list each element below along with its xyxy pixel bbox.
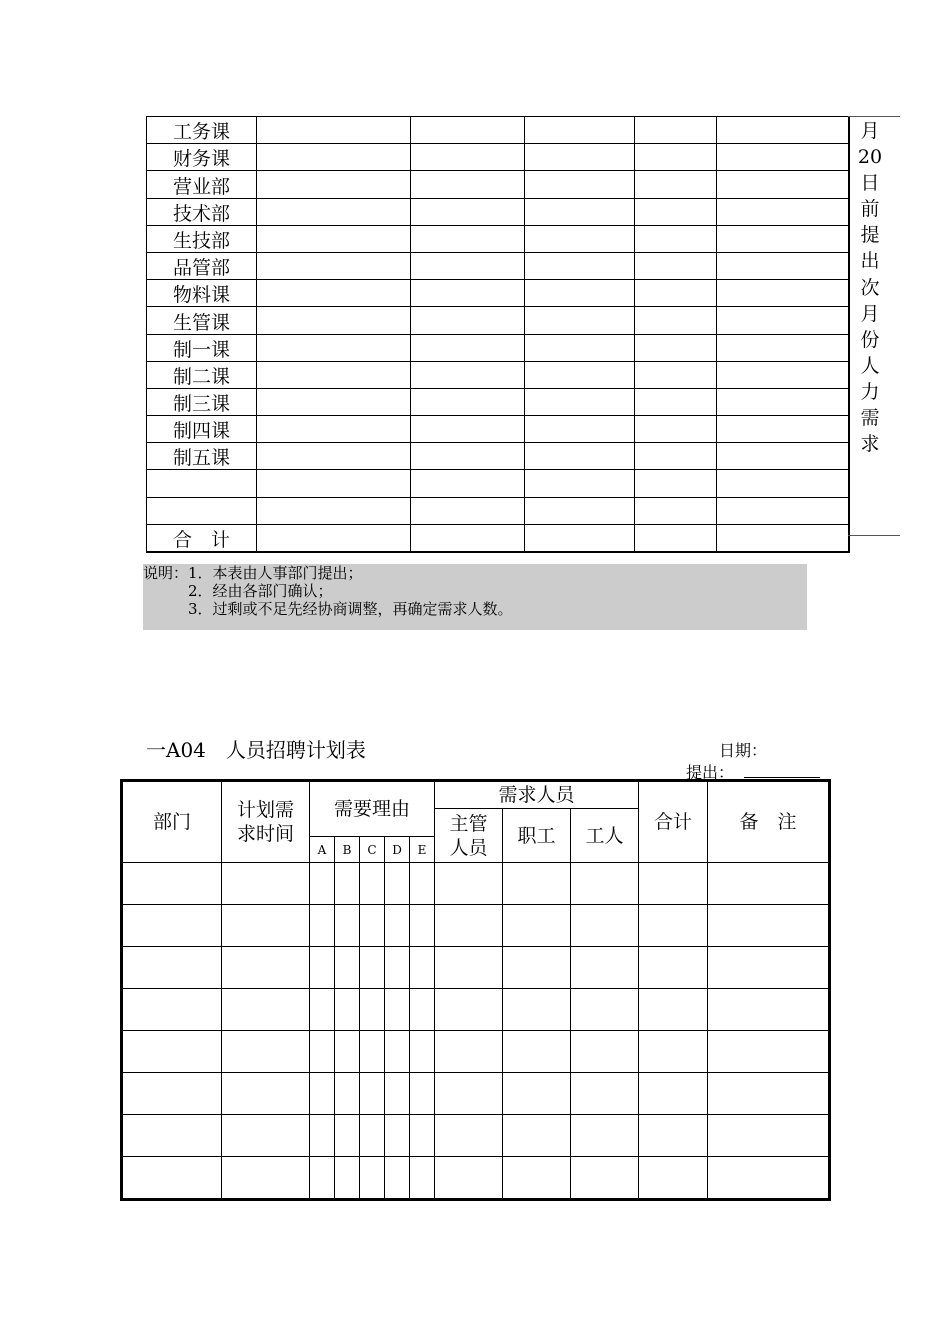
department-name: 品管部 xyxy=(147,252,257,279)
department-row xyxy=(147,361,849,388)
demand-cell[interactable] xyxy=(635,171,717,198)
plan-cell[interactable] xyxy=(503,1073,571,1115)
demand-cell[interactable] xyxy=(525,443,635,470)
demand-cell[interactable] xyxy=(525,171,635,198)
recruitment-plan-table xyxy=(120,779,831,1201)
plan-cell[interactable] xyxy=(360,1157,385,1200)
plan-cell[interactable] xyxy=(435,947,503,989)
demand-cell[interactable] xyxy=(257,443,411,470)
note-line: 说明：1．本表由人事部门提出； xyxy=(143,564,363,582)
plan-cell[interactable] xyxy=(571,863,639,905)
demand-cell[interactable] xyxy=(635,225,717,252)
side-bottom-line xyxy=(848,535,900,536)
department-row xyxy=(147,280,849,307)
plan-cell[interactable] xyxy=(639,905,708,947)
plan-cell[interactable] xyxy=(335,863,360,905)
demand-cell[interactable] xyxy=(411,280,525,307)
department-row xyxy=(147,443,849,470)
demand-cell[interactable] xyxy=(717,443,849,470)
demand-cell[interactable] xyxy=(411,252,525,279)
demand-cell[interactable] xyxy=(257,171,411,198)
demand-cell[interactable] xyxy=(717,470,849,497)
department-row xyxy=(147,225,849,252)
note-line: 2．经由各部门确认； xyxy=(143,582,333,600)
plan-cell[interactable] xyxy=(503,1031,571,1073)
department-row xyxy=(147,334,849,361)
plan-cell[interactable] xyxy=(122,1115,222,1157)
plan-cell[interactable] xyxy=(410,1157,435,1200)
demand-cell[interactable] xyxy=(717,416,849,443)
demand-cell[interactable] xyxy=(257,470,411,497)
plan-cell[interactable] xyxy=(435,1031,503,1073)
demand-cell[interactable] xyxy=(717,361,849,388)
plan-cell[interactable] xyxy=(385,1157,410,1200)
department-name: 工务课 xyxy=(147,117,257,144)
plan-cell[interactable] xyxy=(222,947,310,989)
plan-cell[interactable] xyxy=(122,905,222,947)
demand-cell[interactable] xyxy=(411,171,525,198)
demand-cell[interactable] xyxy=(411,497,525,524)
plan-cell[interactable] xyxy=(639,1073,708,1115)
plan-cell[interactable] xyxy=(335,1115,360,1157)
demand-cell[interactable] xyxy=(717,280,849,307)
plan-cell[interactable] xyxy=(708,1157,830,1200)
header-demand-staff: 需求人员 xyxy=(435,781,639,809)
department-name: 制一课 xyxy=(147,334,257,361)
header-worker: 工人 xyxy=(571,809,639,863)
plan-cell[interactable] xyxy=(708,863,830,905)
plan-cell[interactable] xyxy=(503,863,571,905)
plan-cell[interactable] xyxy=(435,863,503,905)
department-name: 营业部 xyxy=(147,171,257,198)
plan-cell[interactable] xyxy=(385,989,410,1031)
plan-cell[interactable] xyxy=(435,1073,503,1115)
department-name: 财务课 xyxy=(147,144,257,171)
department-row xyxy=(147,198,849,225)
plan-row xyxy=(122,905,830,947)
plan-cell[interactable] xyxy=(571,1157,639,1200)
demand-cell[interactable] xyxy=(717,334,849,361)
proposer-input-line[interactable] xyxy=(744,777,820,778)
plan-cell[interactable] xyxy=(385,1031,410,1073)
department-name: 技术部 xyxy=(147,198,257,225)
reason-code-b: B xyxy=(335,837,360,863)
plan-cell[interactable] xyxy=(410,1115,435,1157)
plan-cell[interactable] xyxy=(310,1073,335,1115)
total-label: 合 计 xyxy=(147,524,257,552)
plan-cell[interactable] xyxy=(222,1073,310,1115)
header-total: 合计 xyxy=(639,781,708,863)
plan-cell[interactable] xyxy=(335,1157,360,1200)
demand-cell[interactable] xyxy=(525,361,635,388)
plan-cell[interactable] xyxy=(335,1073,360,1115)
plan-cell[interactable] xyxy=(385,863,410,905)
demand-cell[interactable] xyxy=(257,252,411,279)
demand-cell[interactable] xyxy=(411,334,525,361)
plan-cell[interactable] xyxy=(435,1115,503,1157)
plan-cell[interactable] xyxy=(360,905,385,947)
demand-cell[interactable] xyxy=(257,416,411,443)
plan-cell[interactable] xyxy=(435,989,503,1031)
demand-cell[interactable] xyxy=(525,225,635,252)
plan-cell[interactable] xyxy=(410,863,435,905)
demand-cell[interactable] xyxy=(411,388,525,415)
plan-cell[interactable] xyxy=(708,947,830,989)
reason-code-e: E xyxy=(410,837,435,863)
demand-cell[interactable] xyxy=(257,524,411,552)
demand-cell[interactable] xyxy=(257,144,411,171)
plan-cell[interactable] xyxy=(503,905,571,947)
plan-cell[interactable] xyxy=(310,989,335,1031)
demand-cell[interactable] xyxy=(717,225,849,252)
department-name xyxy=(147,497,257,524)
plan-cell[interactable] xyxy=(335,1031,360,1073)
plan-cell[interactable] xyxy=(639,863,708,905)
plan-cell[interactable] xyxy=(360,863,385,905)
demand-cell[interactable] xyxy=(635,443,717,470)
side-top-line xyxy=(848,116,900,117)
header-department: 部门 xyxy=(122,781,222,863)
demand-cell[interactable] xyxy=(635,198,717,225)
demand-cell[interactable] xyxy=(635,307,717,334)
form-title: 一A04 人员招聘计划表 xyxy=(146,738,366,762)
demand-cell[interactable] xyxy=(257,307,411,334)
demand-cell[interactable] xyxy=(635,280,717,307)
header-reason: 需要理由 xyxy=(310,781,435,837)
demand-cell[interactable] xyxy=(717,388,849,415)
plan-cell[interactable] xyxy=(503,989,571,1031)
plan-cell[interactable] xyxy=(310,1115,335,1157)
plan-cell[interactable] xyxy=(410,947,435,989)
department-name: 生技部 xyxy=(147,225,257,252)
date-label: 日期： xyxy=(719,741,768,760)
reason-code-d: D xyxy=(385,837,410,863)
demand-cell[interactable] xyxy=(717,307,849,334)
demand-cell[interactable] xyxy=(717,252,849,279)
demand-cell[interactable] xyxy=(525,470,635,497)
demand-cell[interactable] xyxy=(525,416,635,443)
plan-cell[interactable] xyxy=(385,905,410,947)
plan-row xyxy=(122,989,830,1031)
plan-row xyxy=(122,1157,830,1200)
demand-cell[interactable] xyxy=(635,361,717,388)
plan-row xyxy=(122,1115,830,1157)
demand-cell[interactable] xyxy=(717,524,849,552)
demand-cell[interactable] xyxy=(525,252,635,279)
plan-cell[interactable] xyxy=(435,905,503,947)
demand-cell[interactable] xyxy=(411,524,525,552)
plan-cell[interactable] xyxy=(385,1115,410,1157)
department-row xyxy=(147,416,849,443)
instructions-note xyxy=(143,564,807,630)
demand-cell[interactable] xyxy=(257,334,411,361)
plan-cell[interactable] xyxy=(335,947,360,989)
demand-cell[interactable] xyxy=(525,388,635,415)
department-name: 制二课 xyxy=(147,361,257,388)
demand-cell[interactable] xyxy=(525,144,635,171)
department-row xyxy=(147,171,849,198)
demand-cell[interactable] xyxy=(635,252,717,279)
demand-cell[interactable] xyxy=(717,198,849,225)
manpower-demand-table xyxy=(146,116,850,553)
demand-cell[interactable] xyxy=(525,497,635,524)
plan-cell[interactable] xyxy=(310,1157,335,1200)
plan-row xyxy=(122,863,830,905)
plan-cell[interactable] xyxy=(639,1157,708,1200)
plan-cell[interactable] xyxy=(335,905,360,947)
reason-code-a: A xyxy=(310,837,335,863)
plan-cell[interactable] xyxy=(222,1115,310,1157)
department-row xyxy=(147,307,849,334)
demand-cell[interactable] xyxy=(257,280,411,307)
header-supervisor: 主管 人员 xyxy=(435,809,503,863)
demand-cell[interactable] xyxy=(635,117,717,144)
plan-row xyxy=(122,1031,830,1073)
demand-cell[interactable] xyxy=(525,117,635,144)
header-plan-time: 计划需 求时间 xyxy=(222,781,310,863)
demand-cell[interactable] xyxy=(717,497,849,524)
demand-cell[interactable] xyxy=(411,198,525,225)
submission-deadline-note: 月 20 日 前 提 出 次 月 份 人 力 需 求 xyxy=(857,120,883,456)
plan-cell[interactable] xyxy=(639,989,708,1031)
plan-cell[interactable] xyxy=(222,863,310,905)
plan-cell[interactable] xyxy=(503,947,571,989)
department-name: 制三课 xyxy=(147,388,257,415)
plan-cell[interactable] xyxy=(122,1157,222,1200)
proposer-label: 提出： xyxy=(686,763,735,782)
plan-cell[interactable] xyxy=(222,1157,310,1200)
demand-cell[interactable] xyxy=(411,361,525,388)
plan-cell[interactable] xyxy=(571,947,639,989)
plan-cell[interactable] xyxy=(708,1115,830,1157)
demand-cell[interactable] xyxy=(635,524,717,552)
demand-cell[interactable] xyxy=(411,117,525,144)
plan-cell[interactable] xyxy=(122,947,222,989)
demand-cell[interactable] xyxy=(525,334,635,361)
plan-row xyxy=(122,1073,830,1115)
plan-cell[interactable] xyxy=(360,1115,385,1157)
plan-cell[interactable] xyxy=(222,905,310,947)
demand-cell[interactable] xyxy=(257,117,411,144)
department-name: 物料课 xyxy=(147,280,257,307)
plan-cell[interactable] xyxy=(639,1031,708,1073)
plan-cell[interactable] xyxy=(503,1157,571,1200)
demand-cell[interactable] xyxy=(635,497,717,524)
plan-row xyxy=(122,947,830,989)
demand-cell[interactable] xyxy=(411,416,525,443)
plan-cell[interactable] xyxy=(639,947,708,989)
plan-cell[interactable] xyxy=(410,905,435,947)
plan-cell[interactable] xyxy=(571,1031,639,1073)
department-row xyxy=(147,117,849,144)
demand-cell[interactable] xyxy=(257,198,411,225)
demand-cell[interactable] xyxy=(411,144,525,171)
plan-cell[interactable] xyxy=(122,1031,222,1073)
plan-cell[interactable] xyxy=(335,989,360,1031)
demand-cell[interactable] xyxy=(411,225,525,252)
plan-cell[interactable] xyxy=(122,863,222,905)
demand-cell[interactable] xyxy=(257,361,411,388)
plan-cell[interactable] xyxy=(222,989,310,1031)
plan-cell[interactable] xyxy=(708,989,830,1031)
department-row xyxy=(147,252,849,279)
demand-cell[interactable] xyxy=(525,307,635,334)
total-row xyxy=(147,524,849,552)
department-name xyxy=(147,470,257,497)
demand-cell[interactable] xyxy=(525,524,635,552)
header-clerk: 职工 xyxy=(503,809,571,863)
plan-cell[interactable] xyxy=(222,1031,310,1073)
demand-cell[interactable] xyxy=(717,117,849,144)
plan-cell[interactable] xyxy=(310,905,335,947)
plan-cell[interactable] xyxy=(503,1115,571,1157)
department-name: 制五课 xyxy=(147,443,257,470)
plan-cell[interactable] xyxy=(122,989,222,1031)
department-name: 生管课 xyxy=(147,307,257,334)
plan-cell[interactable] xyxy=(708,905,830,947)
demand-cell[interactable] xyxy=(717,144,849,171)
demand-cell[interactable] xyxy=(525,280,635,307)
department-row xyxy=(147,497,849,524)
plan-cell[interactable] xyxy=(385,1073,410,1115)
plan-cell[interactable] xyxy=(571,1073,639,1115)
demand-cell[interactable] xyxy=(257,388,411,415)
demand-cell[interactable] xyxy=(411,470,525,497)
demand-cell[interactable] xyxy=(411,307,525,334)
demand-cell[interactable] xyxy=(635,388,717,415)
demand-cell[interactable] xyxy=(635,334,717,361)
header-remark: 备 注 xyxy=(708,781,830,863)
plan-cell[interactable] xyxy=(310,1031,335,1073)
plan-cell[interactable] xyxy=(410,989,435,1031)
plan-cell[interactable] xyxy=(639,1115,708,1157)
plan-cell[interactable] xyxy=(708,1031,830,1073)
demand-cell[interactable] xyxy=(525,198,635,225)
demand-cell[interactable] xyxy=(257,497,411,524)
plan-cell[interactable] xyxy=(122,1073,222,1115)
plan-cell[interactable] xyxy=(310,863,335,905)
demand-cell[interactable] xyxy=(411,443,525,470)
department-row xyxy=(147,388,849,415)
note-line: 3．过剩或不足先经协商调整，再确定需求人数。 xyxy=(143,600,513,618)
demand-cell[interactable] xyxy=(257,225,411,252)
plan-cell[interactable] xyxy=(360,1073,385,1115)
plan-cell[interactable] xyxy=(708,1073,830,1115)
plan-cell[interactable] xyxy=(360,1031,385,1073)
demand-cell[interactable] xyxy=(635,470,717,497)
plan-cell[interactable] xyxy=(571,1115,639,1157)
department-row xyxy=(147,144,849,171)
plan-cell[interactable] xyxy=(360,947,385,989)
department-name: 制四课 xyxy=(147,416,257,443)
plan-cell[interactable] xyxy=(410,1031,435,1073)
plan-cell[interactable] xyxy=(360,989,385,1031)
plan-cell[interactable] xyxy=(410,1073,435,1115)
plan-cell[interactable] xyxy=(310,947,335,989)
department-row xyxy=(147,470,849,497)
plan-cell[interactable] xyxy=(571,989,639,1031)
plan-cell[interactable] xyxy=(435,1157,503,1200)
reason-code-c: C xyxy=(360,837,385,863)
demand-cell[interactable] xyxy=(635,144,717,171)
plan-cell[interactable] xyxy=(385,947,410,989)
plan-cell[interactable] xyxy=(571,905,639,947)
demand-cell[interactable] xyxy=(635,416,717,443)
demand-cell[interactable] xyxy=(717,171,849,198)
